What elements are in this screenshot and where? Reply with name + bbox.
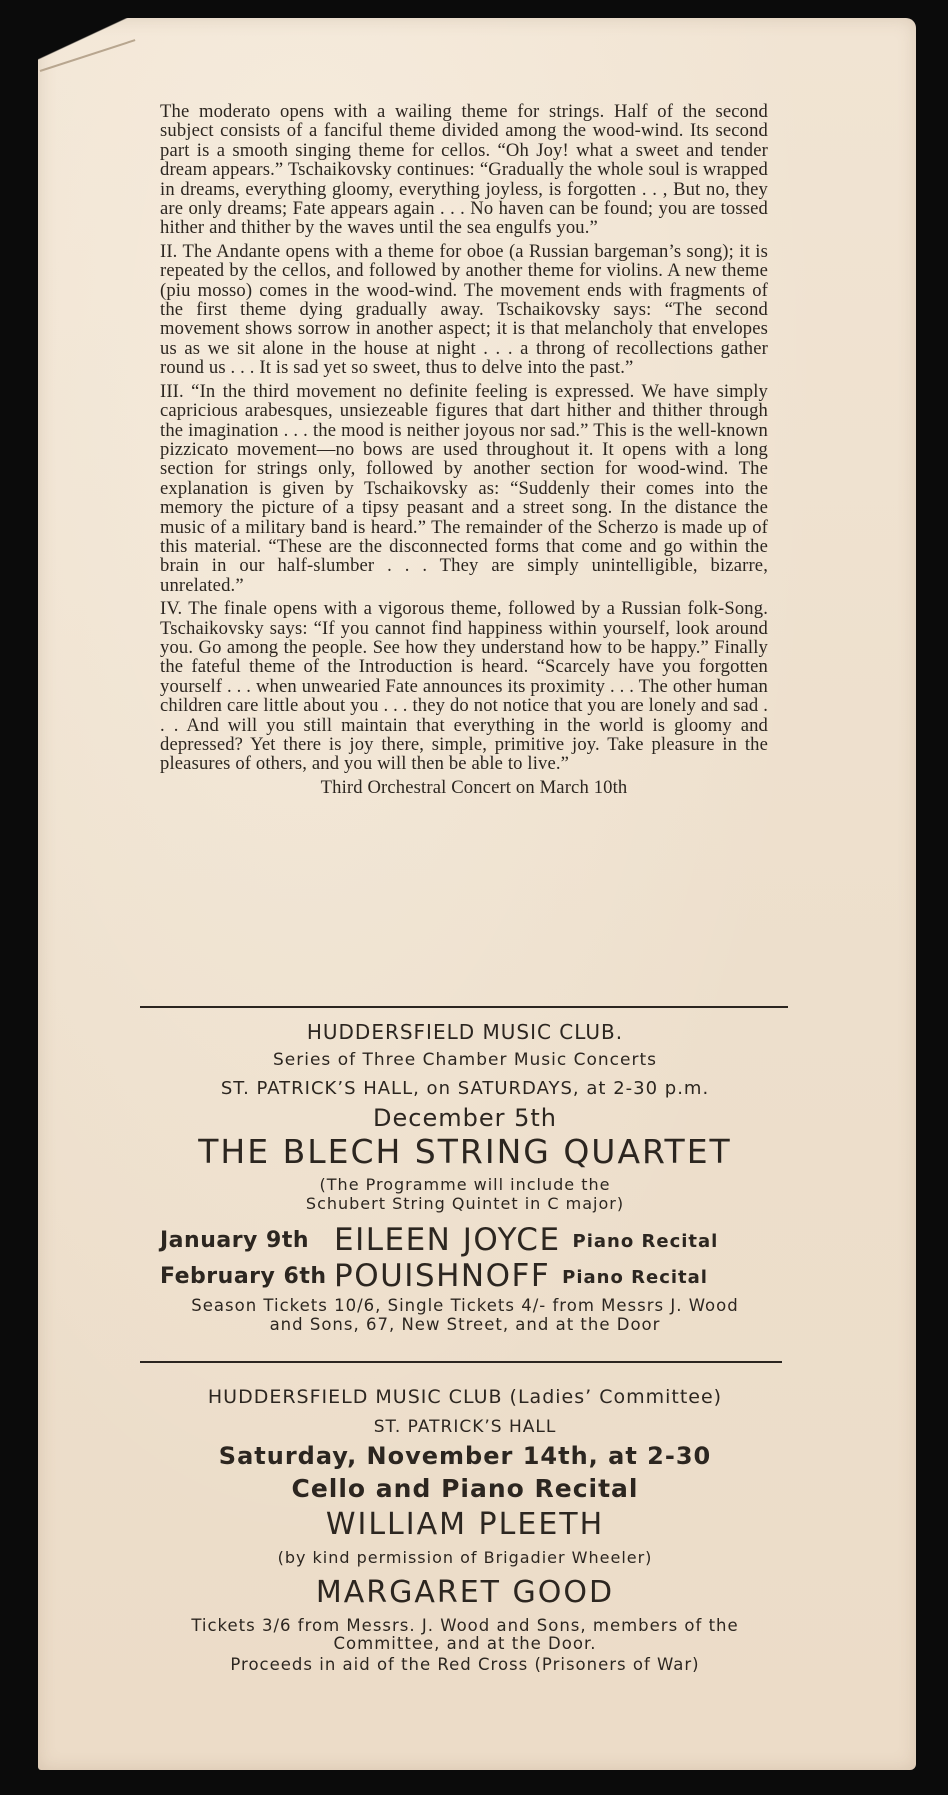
concert-artist: POUISHNOFF xyxy=(334,1258,551,1294)
concert-date: February 6th xyxy=(160,1264,327,1289)
recital-date: Saturday, November 14th, at 2-30 xyxy=(218,1442,712,1470)
ticket-info-line: Committee, and at the Door. xyxy=(333,1634,597,1653)
section-divider xyxy=(140,1006,788,1008)
concert-listing xyxy=(160,1258,770,1294)
recital-cellist: WILLIAM PLEETH xyxy=(325,1507,605,1542)
recital-venue: ST. PATRICK’S HALL xyxy=(373,1417,557,1437)
ticket-info-line: Tickets 3/6 from Messrs. J. Wood and Sons, members of the xyxy=(191,1616,739,1635)
chamber-venue-line: ST. PATRICK’S HALL, on SATURDAYS, at 2-30 p.m. xyxy=(220,1078,710,1099)
next-concert-note: Third Orchestral Concert on March 10th xyxy=(320,776,628,798)
recital-type: Cello and Piano Recital xyxy=(291,1474,639,1503)
concert-date: January 9th xyxy=(160,1228,310,1253)
ticket-info-line: Season Tickets 10/6, Single Tickets 4/- from Messrs J. Wood xyxy=(191,1296,739,1315)
chamber-quartet-name: THE BLECH STRING QUARTET xyxy=(198,1132,732,1171)
folded-corner xyxy=(38,18,158,98)
chamber-first-date: December 5th xyxy=(373,1104,557,1132)
programme-notes xyxy=(160,102,768,797)
concert-listing xyxy=(160,1222,770,1258)
chamber-programme-note xyxy=(120,1175,810,1213)
recital-permission-note: (by kind permission of Brigadier Wheeler) xyxy=(277,1548,653,1567)
recital-pianist: MARGARET GOOD xyxy=(315,1575,615,1610)
notes-paragraph-finale: IV. The finale opens with a vigorous theme, followed by a Russian folk-Song. Tschaikovsky says: “If you cannot find happiness within yourself, look around you. Go among the people. See how they understand how to be happy.” Finally the fateful theme of the Introduction is heard. “Scarcely have you forgotten yourself . . . when unwearied Fate announces its proximity . . . The other human children care little about you . . . they do not notice that you are lonely and sad . . . And will you still maintain that everything in the world is gloomy and depressed? Yet there is joy there, simple, primitive joy. Take pleasure in the pleasures of others, and you will then be able to live.” xyxy=(160,598,768,775)
recital-club-title: HUDDERSFIELD MUSIC CLUB (Ladies’ Committee) xyxy=(207,1386,723,1408)
chamber-series-line: Series of Three Chamber Music Concerts xyxy=(273,1050,657,1070)
concert-artist: EILEEN JOYCE xyxy=(334,1222,561,1258)
recital-ticket-info xyxy=(120,1617,810,1653)
concert-kind: Piano Recital xyxy=(572,1231,719,1252)
notes-paragraph-andante: II. The Andante opens with a theme for oboe (a Russian bargeman’s song); it is repeated by the cellos, and followed by another theme for violins. A new theme (piu mosso) comes in the wood-wind. The movement ends with fragments of the first theme dying gradually away. Tschaikovsky says: “The second movement shows sorrow in another aspect; it is that melancholy that envelopes us as we sit alone in the house at night . . . a throng of recollections gather round us . . . It is sad yet so sweet, thus to delve into the past.” xyxy=(160,240,768,379)
notes-paragraph-moderato: The moderato opens with a wailing theme for strings. Half of the second subject consists of a fanciful theme divided among the wood-wind. Its second part is a smooth singing theme for cellos. “Oh Joy! what a sweet and tender dream appears.” Tschaikovsky continues: “Gradually the whole soul is wrapped in dreams, everything gloomy, everything joyless, is forgotten . . , But no, they are only dreams; Fate appears again . . . No haven can be found; you are tossed hither and thither by the waves until the sea engulfs you.” xyxy=(160,101,768,239)
section-divider xyxy=(140,1361,782,1363)
notes-paragraph-scherzo: III. “In the third movement no definite feeling is expressed. We have simply capricious arabesques, unsiezeable figures that dart hither and thither through the imagination . . . the mood is neither joyous nor sad.” This is the well-known pizzicato movement—no bows are used throughout it. It opens with a long section for strings only, followed by another section for wood-wind. The explanation is given by Tschaikovsky as: “Suddenly their comes into the memory the picture of a tipsy peasant and a street song. In the distance the music of a military band is heard.” The remainder of the Scherzo is made up of this material. “These are the disconnected forms that come and go within the brain in our half-slumber . . . They are simply unintelligible, bizarre, unrelated.” xyxy=(160,380,768,596)
programme-note-line: Schubert String Quintet in C major) xyxy=(305,1194,625,1213)
chamber-club-title: HUDDERSFIELD MUSIC CLUB. xyxy=(306,1020,624,1044)
chamber-ticket-info xyxy=(120,1296,810,1334)
programme-note-line: (The Programme will include the xyxy=(319,1175,611,1194)
ticket-info-line: and Sons, 67, New Street, and at the Door xyxy=(269,1315,661,1334)
concert-kind: Piano Recital xyxy=(562,1267,708,1288)
recital-proceeds-note: Proceeds in aid of the Red Cross (Prisoners of War) xyxy=(230,1655,700,1674)
